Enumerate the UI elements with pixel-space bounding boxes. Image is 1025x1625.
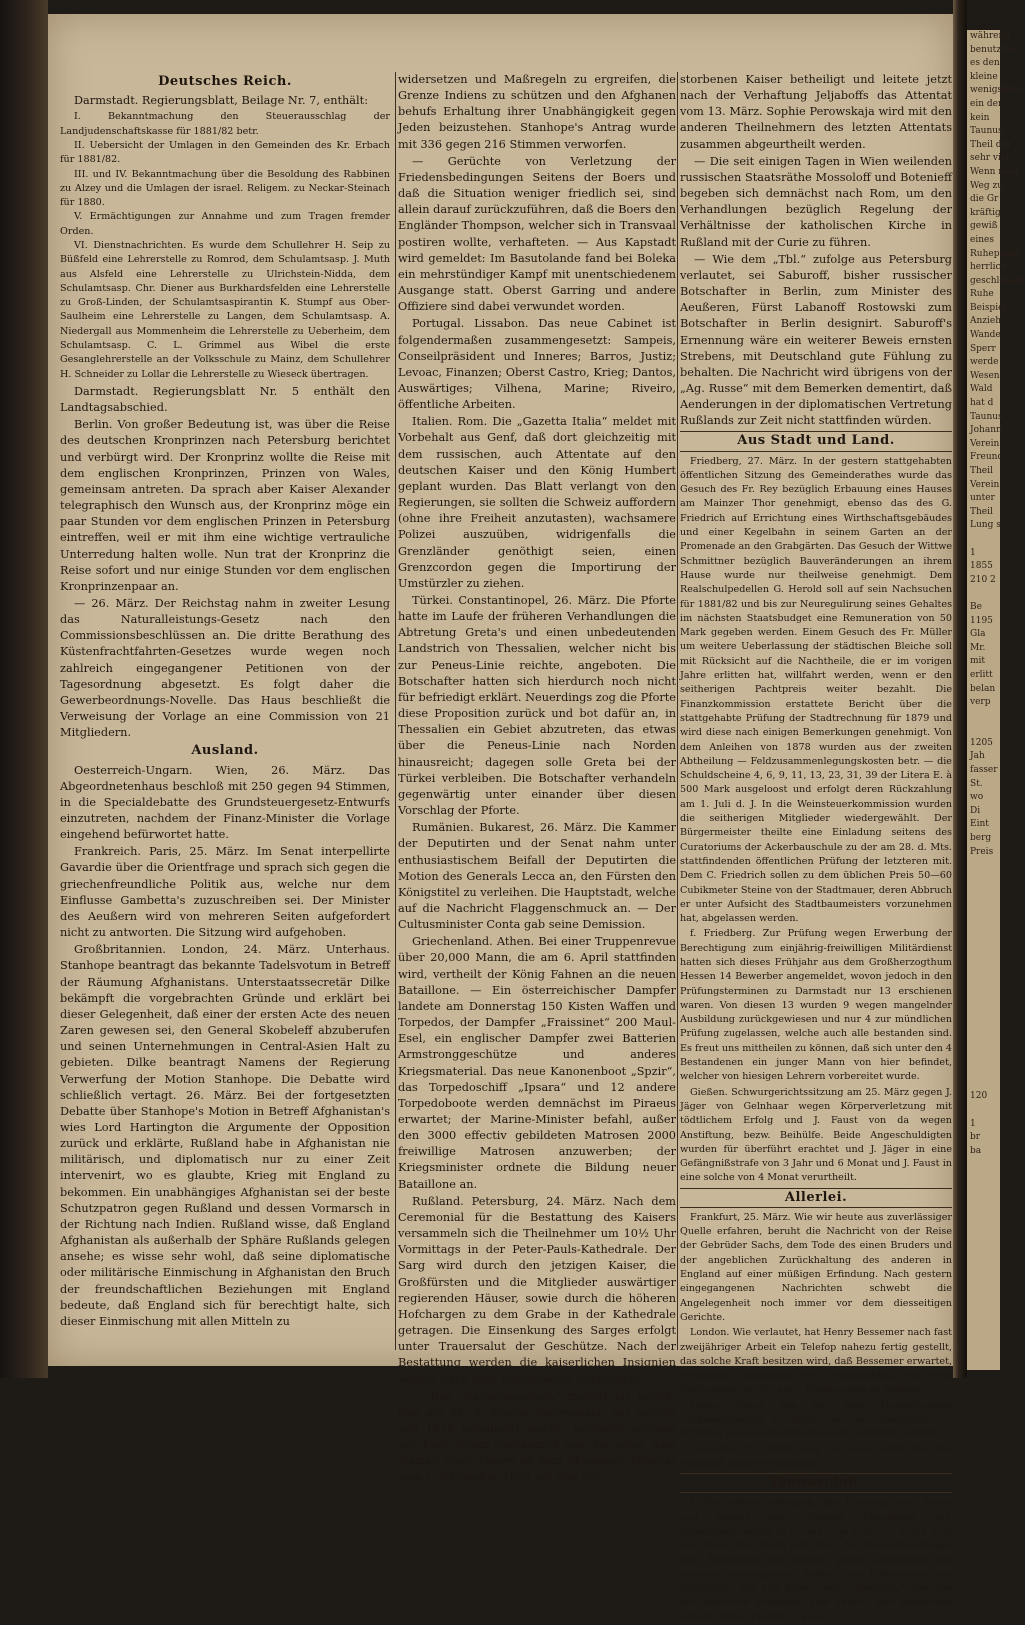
- side-fragment: unter: [970, 493, 995, 504]
- side-fragment: fasser: [970, 765, 998, 776]
- side-fragment: [967, 995, 1000, 1009]
- article-tuerkei: Türkei. Constantinopel, 26. März. Die Pforte hatte im Laufe der früheren Verhandlungen die Abtretung Greta's und einen unbedeutenden Landstrich von Thessalien, welcher nicht bis zur Peneus-Linie reichte, angeboten. Die Botschafter hatten sich hierdurch noch nicht für befriedigt erklärt. Neuerdings zog die Pforte diese Proposition zurück und bot dafür an, in Thessalien ein Gebiet abzutreten, das etwas über die Peneus-Linie nach Norden hinausreicht; dagegen solle Greta bei der Türkei verbleiben. Die Botschafter verhandeln gegenwärtig unter einander über diesen Vorschlag der Pforte.: [398, 594, 676, 818]
- article-grossbritannien: Großbritannien. London, 24. März. Unterhaus. Stanhope beantragt das bekannte Tadelsvotum in Betreff der Räumung Afghanistans. Unterstaatssecretär Dilke bekämpft die vorgebrachten Gründe und erklärt bei dieser Gelegenheit, daß einer der ersten Acte des neuen Zaren gewesen sei, den General Skobeleff abzuberufen und seinen Unternehmungen in Central-Asien Halt zu gebieten. Dilke beantragt Namens der Regierung Verwerfung der Motion Stanhope. Die Debatte wird schließlich vertagt. 26. März. Bei der fortgesetzten Debatte über Stanhope's Motion in Betreff Afghanistan's wies Lord Hartington die Argumente der Opposition zurück und erklärte, Rußland habe in Afghanistan nie militärisch, und diplomatisch nur zu einer Zeit intervenirt, wo es glaubte, Krieg mit England zu bekommen. Ein unabhängiges Afghanistan sei der beste Schutzpatron gegen Rußland und dessen Vormarsch in der Richtung nach Indien. Rußland wisse, daß England Afghanistan als außerhalb der Sphäre Rußlands gelegen ansehe; es wisse sehr wohl, daß seine diplomatische oder militärische Einmischung in Afghanistan den Bruch der freundschaftlichen Beziehungen mit England bedeute, daß England sich für berechtigt halte, sich dieser Einmischung mit allen Mitteln zu: [60, 943, 390, 1328]
- article-continuation: storbenen Kaiser betheiligt und leitete jetzt nach der Verhaftung Jeljaboffs das Attentat vom 13. März. Sophie Perowskaja wird mit den anderen Theilnehmern des letzten Attentats zusammen abgeurtheilt werden.: [680, 73, 952, 151]
- side-fragment: [967, 1104, 1000, 1118]
- side-fragment: [967, 873, 1000, 887]
- side-fragment: Gla: [970, 629, 986, 640]
- side-fragment: Jah: [970, 751, 985, 762]
- list-item: I. Bekanntmachung den Steuerausschlag der Landjudenschaftskasse für 1881/82 betr.: [60, 111, 390, 137]
- side-fragment: [967, 533, 1000, 547]
- side-fragment: [967, 1036, 1000, 1050]
- column-rule-1: [395, 72, 396, 1350]
- article-italien: Italien. Rom. Die „Gazetta Italia“ meldet mit Vorbehalt aus Genf, daß dort gleichzeitig mit dem russischen, auch Attentate auf den deutschen Kaiser und den König Humbert geplant wurden. Das Blatt verlangt von den Regierungen, sie sollten die Schweiz auffordern (ohne ihre Freiheit anzutasten), wachsamere Polizei auszuüben, widrigenfalls die Grenzländer genöthigt seien, einen Grenzcordon gegen die Importirung der Umstürzler zu ziehen.: [398, 415, 676, 590]
- side-fragment: Wesen: [970, 370, 1000, 381]
- article-friedberg-pruefung: f. Friedberg. Zur Prüfung wegen Erwerbung der Berechtigung zum einjährig-freiwilligen Militärdienst hatten sich dieses Frühjahr aus dem Großherzogthum Hessen 14 Bewerber angemeldet, wovon jedoch in den Prüfungsterminen zu Darmstadt nur 13 erschienen waren. Von diesen 13 wurden 9 wegen mangelnder Ausbildung zurückgewiesen und nur 4 zur mündlichen Prüfung zugelassen, welche auch alle bestanden sind. Es freut uns mittheilen zu können, daß sich unter den 4 Bestandenen ein junger Mann von hier befindet, welcher von hiesigen Lehrern vorbereitet wurde.: [680, 928, 952, 1083]
- list-item: III. und IV. Bekanntmachung über die Besoldung des Rabbinen zu Alzey und die Umlagen der israel. Religem. zu Neckar-Steinach für 1880.: [60, 168, 390, 209]
- article-darmstadt-regierungsblatt: Darmstadt. Regierungsblatt, Beilage Nr. 7, enthält:: [74, 94, 368, 108]
- article-rumaenien: Rumänien. Bukarest, 26. März. Die Kammer der Deputirten und der Senat nahm unter enthusiastischem Beifall der Deputirten die Motion des Generals Lecca an, den Fürsten den Königstitel zu verleihen. Die Hauptstadt, welche auf die Nachricht Flaggenschmuck an. — Der Cultusminister Conta gab seine Demission.: [398, 821, 676, 932]
- side-fragment: [967, 859, 1000, 873]
- side-fragment: berg: [970, 833, 992, 844]
- side-fragment: kräftig: [970, 207, 1001, 218]
- side-fragment: Preis: [970, 846, 994, 857]
- article-berlin-kronprinz: Berlin. Von großer Bedeutung ist, was über die Reise des deutschen Kronprinzen nach Petersburg berichtet und verbürgt wird. Der Kronprinz wollte die Reise mit dem englischen Kronprinzen, Prinzen von Wales, gemeinsam antreten. Da sprach aber Kaiser Alexander telegraphisch den Wunsch aus, der Kronprinz möge ein paar Stunden vor dem englischen Prinzen in Petersburg eintreffen, weil er mit ihm eine wichtige vertrauliche Unterredung halten wolle. Nun trat der Kronprinz die Reise sofort und nur einige Stunden vor dem englischen Kronprinzenpaar an.: [60, 418, 390, 593]
- side-fragment: [967, 1050, 1000, 1064]
- side-fragment: [967, 914, 1000, 928]
- side-fragment: erlitt: [970, 669, 993, 680]
- side-fragment: Ruhe: [970, 289, 994, 300]
- article-darmstadt-landtag: Darmstadt. Regierungsblatt Nr. 5 enthält den Landtagsabschied.: [60, 384, 390, 415]
- list-item: II. Uebersicht der Umlagen in den Gemeinden des Kr. Erbach für 1881/82.: [60, 139, 390, 166]
- article-taunusclub: F. Die schöne Jahreszeit, der Frühling, naht heran und fordert den rüstigen Fußgänger auf, hinauszuschweifen in Gottes freie Natur — durch Feld und Wald, über Berg und Thal. Als Hauptanziehungs- und Zielpunkte des Taunus gelten gewöhnlich die schönen romantischen Ruinen von Falkenstein und Königstein, das alte Römercastel „Saalburg“ oder gar der stattliche Feldberg. Der Tourist par excellence erreicht diese Punkte zu Fuß,: [680, 1497, 952, 1623]
- side-fragment: Theil der: [970, 139, 1012, 150]
- side-fragment: es den: [970, 58, 1000, 69]
- side-fragment: Taunus: [970, 411, 1003, 422]
- side-fragment: br: [970, 1132, 981, 1143]
- heading-ausland: Ausland.: [191, 743, 259, 759]
- side-fragment: [967, 927, 1000, 941]
- side-fragment: 210 2: [970, 574, 996, 585]
- column-1: [60, 72, 390, 1350]
- side-fragment: Johann: [970, 425, 1002, 436]
- section-allerlei: [680, 1211, 952, 1471]
- side-fragment: die Gr: [970, 194, 999, 205]
- heading-aus-stadt-und-land: Aus Stadt und Land.: [680, 431, 952, 451]
- side-fragment: 1855: [970, 561, 993, 572]
- article-frankreich: Frankreich. Paris, 25. März. Im Senat interpellirte Gavardie über die Orientfrage und sprach sich gegen die griechenfreundliche Politik aus, welche nur dem Einflusse Gambetta's zuzuschreiben sei. Der Minister des Aeußern wird von mehreren Seiten aufgefordert nicht zu antworten. Die Sitzung wird aufgehoben.: [60, 845, 390, 940]
- side-fragment: wo: [970, 792, 984, 803]
- side-fragment: Freund: [970, 452, 1004, 463]
- article-london: London. Wie verlautet, hat Henry Bessemer nach fast zweijähriger Arbeit ein Telefop nahezu fertig gestellt, das solche Kraft besitzen wird, daß Bessemer erwartet, vermittelst desselben ein Zeitungsblatt auf eine Entfernung von 3½ engl. Meilen lesen zu können.: [680, 1327, 952, 1396]
- side-fragment: [967, 982, 1000, 996]
- article-portugal: Portugal. Lissabon. Das neue Cabinet ist folgendermaßen zusammengesetzt: Sampeis, Conseilpräsident und Inneres; Barros, Justiz; Levoac, Finanzen; Oberst Castro, Krieg; Dantos, Auswärtiges; Vilhena, Marine; Riveiro, öffentliche Arbeiten.: [398, 317, 676, 412]
- article-regierungsbote: — Der „Regierungsbote“ meldet als gewiß, daß am 22. d. Sophie Perowskaja, auf welche seit 1878 gefahndet wurde, verhaftet worden sei. Laut ihrem Geständniß war sie unter dem Namen Suchorukow an dem Moskauer Attentat vom 1. December 1879 auf den ver-: [398, 1389, 676, 1484]
- column-rule-2: [677, 72, 678, 1350]
- side-fragment: [967, 900, 1000, 914]
- side-fragment: sehr viel: [970, 153, 1010, 164]
- side-fragment: Wande: [970, 330, 1001, 341]
- article-continuation: widersetzen und Maßregeln zu ergreifen, die Grenze Indiens zu schützen und den Afghanen behufs Erhaltung ihrer Unabhängigkeit gegen Jeden beizustehen. Stanhope's Antrag wurde mit 336 gegen 216 Stimmen verworfen.: [398, 73, 676, 151]
- side-fragment: währenb: [970, 31, 1011, 41]
- side-fragment: Wald: [970, 384, 993, 395]
- side-fragment: werde: [970, 357, 999, 368]
- side-fragment: ein den: [970, 98, 1004, 109]
- newspaper-page: [48, 14, 953, 1623]
- side-fragment: wenigstens: [970, 85, 1022, 96]
- side-fragment: benutzten: [970, 44, 1016, 55]
- side-fragment: 1195: [970, 615, 993, 626]
- side-fragment: Anzieh: [970, 316, 1002, 327]
- side-fragment: Eint: [970, 819, 989, 830]
- article-frankfurt: Frankfurt, 25. März. Wie wir heute aus zuverlässiger Quelle erfahren, beruht die Nachricht von der Reise der Gebrüder Sachs, dem Tode des einen Bruders und der angeblichen Zurückhaltung des anderen in England auf einer müßigen Erfindung. Nach gestern eingegangenen Nachrichten schwebt die Angelegenheit noch immer vor dem diesseitigen Gerichte.: [680, 1211, 952, 1323]
- article-reichstag: — 26. März. Der Reichstag nahm in zweiter Lesung das Naturalleistungs-Gesetz nach den Commissionsbeschlüssen an. Die dritte Berathung des Küstenfrachtfahrten-Gesetzes wurde wegen noch zahlreich eingegangener Petitionen von der Tagesordnung abgesetzt. Es folgt daher die Gewerbeordnungs-Novelle. Das Haus beschließt die Verweisung der Vorlage an eine Commission von 21 Mitgliedern.: [60, 596, 390, 740]
- side-fragment: mit: [970, 656, 986, 667]
- side-fragment: kein: [970, 112, 990, 123]
- side-fragment: [967, 1063, 1000, 1077]
- side-fragment: geschlossen: [970, 275, 1025, 286]
- side-fragment: [967, 1009, 1000, 1023]
- heading-deutsches-reich: Deutsches Reich.: [158, 74, 292, 89]
- article-giessen: Gießen. Schwurgerichtssitzung am 25. März gegen J. Jäger von Gelnhaar wegen Körperverletzung mit tödtlichem Erfolg und J. Faust von da wegen Anstiftung, bezw. Beihülfe. Beide Angeschuldigten wurden für überführt erachtet und J. Jäger in eine Gefängnißstrafe von 3 Jahr und 6 Monat und J. Faust in eine solche von 4 Monat verurtheilt.: [680, 1086, 952, 1184]
- side-fragment: 1205: [970, 737, 993, 748]
- side-fragment: [967, 587, 1000, 601]
- article-boers: — Gerüchte von Verletzung der Friedensbedingungen Seitens der Boers und daß die Situation weniger friedlich sei, sind allein darauf zurückzuführen, daß die Boers den Engländer Thompson, welcher sich in Transvaal postiren wollte, verhafteten. — Aus Kapstadt wird gemeldet: Im Basutolande fand bei Boleka ein mehrstündiger Kampf mit unentschiedenem Ausgange statt. Oberst Garring und andere Offiziere sind dabei verwundet worden.: [398, 154, 676, 314]
- side-fragment: [967, 941, 1000, 955]
- side-fragment: 1: [970, 1118, 976, 1129]
- column-2: [398, 72, 676, 1484]
- side-fragment: Theil: [970, 506, 993, 517]
- side-fragment: [967, 723, 1000, 737]
- section-taunusclub: [680, 1496, 952, 1625]
- side-fragment: St.: [970, 778, 983, 789]
- side-fragment: gewiß: [970, 221, 998, 232]
- side-fragment: Weg zu: [970, 180, 1004, 191]
- side-fragment: Wenn man: [970, 166, 1018, 177]
- article-wien-staatsraethe: — Die seit einigen Tagen in Wien weilenden russischen Staatsräthe Mossoloff und Botenieff begeben sich demnächst nach Rom, um den Verhandlungen bezüglich Regelung der Verhältnisse der katholischen Kirche in Rußland mit der Curie zu führen.: [680, 154, 952, 249]
- side-fragment: kleine: [970, 71, 998, 82]
- side-fragment: Be: [970, 601, 982, 612]
- side-fragment: Di: [970, 805, 981, 816]
- side-fragment: hat d: [970, 398, 994, 409]
- section-stadt-und-land: [680, 455, 952, 1186]
- article-saburoff: — Wie dem „Tbl.“ zufolge aus Petersburg verlautet, sei Saburoff, bisher russischer Botschafter in Berlin, zum Minister des Aeußeren, Fürst Labanoff Rostowski zum Botschafter in Berlin designirt. Saburoff's Ernennung wäre ein weiterer Beweis ernsten Strebens, mit Deutschland gute Fühlung zu behalten. Die Nachricht wird übrigens von der „Ag. Russe“ mit dem Bemerken dementirt, daß Aenderungen in der diplomatischen Vertretung Rußlands zur Zeit nicht stattfinden würden.: [680, 252, 952, 428]
- article-friedberg-gemeinderath: Friedberg, 27. März. In der gestern stattgehabten öffentlichen Sitzung des Gemeinderathes wurde das Gesuch des Fr. Rey bezüglich Erbauung eines Hauses am Mainzer Thor genehmigt, ebenso das des G. Friedrich auf Errichtung eines Wirthschaftsgebäudes und einer Kegelbahn in seinem Garten an der Promenade an den Grabgärten. Das Gesuch der Wittwe Schmittner bezüglich Bauveränderungen an ihrem Hause wurde nur theilweise genehmigt. Dem Realschulpedellen G. Herold soll auf sein Nachsuchen für 1881/82 und bis zur Neuregulirung seines Gehaltes im nächsten Staatsbudget eine Remuneration von 50 Mark gegeben werden. Einem Gesuch des Fr. Müller um weitere Ueberlassung der städtischen Bleiche soll mit Rücksicht auf die Nachtheile, die er im vorigen Jahre erlitten hat, willfahrt werden, wenn er den seitherigen Pachtpreis weiter bezahlt. Die Finanzkommission erstattete Bericht über die stattgehabte Prüfung der Stadtrechnung für 1879 und wird diese nach einigen Bemerkungen genehmigt. Von dem Anleihen von 1878 wurden aus der zweiten Abtheilung — Feldzusammenlegungskosten betr. — die Schuldscheine 4, 6, 9, 11, 13, 23, 31, 39 der Litera E. à 500 Mark ausgeloost und erfolgt deren Rückzahlung am 1. Juli d. J. In die Weinsteuerkommission wurden die seitherigen Mitglieder wiedergewählt. Der Bürgermeister theilte eine Einladung seitens des Curatoriums der Ackerbauschule zu der am 28. d. Mts. stattfindenden öffentlichen Prüfung der letzteren mit. Dem C. Friedrich sollen zu dem üblichen Preis 50—60 Cubikmeter Steine von der Stadtmauer, deren Abbruch er unter Aufsicht des Stadtbaumeisters vorzunehmen hat, abgelassen werden.: [680, 455, 952, 925]
- article-oesterreich: Oesterreich-Ungarn. Wien, 26. März. Das Abgeordnetenhaus beschloß mit 250 gegen 94 Stimmen, in die Specialdebatte des Grundsteuergesetz-Entwurfs einzutreten, nachdem der Finanz-Minister die Vorlage eingehend befürwortet hatte.: [60, 763, 390, 842]
- book-gutter: [953, 0, 967, 1378]
- article-russland: Rußland. Petersburg, 24. März. Nach dem Ceremonial für die Bestattung des Kaisers versammeln sich die Theilnehmer um 10½ Uhr Vormittags in der Peter-Pauls-Kathedrale. Der Sarg wird durch den jetzigen Kaiser, die Großfürsten und die Mitglieder auswärtiger regierenden Häuser, sowie durch die höheren Hofchargen zu dem Grabe in der Kathedrale getragen. Die Einsenkung des Sarges erfolgt unter Trauersalut der Geschütze. Nach der Bestattung werden die kaiserlichen Insignien wieder nach dem Winterpalais überbracht.: [398, 1194, 676, 1386]
- side-fragment: [967, 886, 1000, 900]
- column-3: [680, 72, 952, 1623]
- side-fragment: [967, 1077, 1000, 1091]
- side-fragment: [967, 710, 1000, 724]
- side-fragment: Taunus: [970, 126, 1003, 137]
- side-fragment: Beispiel: [970, 302, 1007, 313]
- side-fragment: [967, 954, 1000, 968]
- side-fragment: 120: [970, 1091, 988, 1102]
- side-fragment: Sperr: [970, 343, 996, 354]
- side-fragment: Lung s: [970, 520, 1001, 531]
- side-fragment: Ruhepunkt: [970, 248, 1021, 259]
- side-fragment: [967, 1022, 1000, 1036]
- side-fragment: Mr.: [970, 642, 986, 653]
- list-item: VI. Dienstnachrichten. Es wurde dem Schullehrer H. Seip zu Büßfeld eine Lehrerstelle zu Romrod, dem Schulamtsasp. J. Muth aus Alsfeld eine Lehrerstelle zu Ulrichstein-Nidda, dem Schulamtsasp. Chr. Diener aus Burkhardsfelden eine Lehrerstelle zu Groß-Linden, der Schulamtsaspirantin K. Stumpf aus Ober-Saulheim eine Lehrerstelle zu Langen, dem Schulamtsasp. A. Niedergall aus Mommenheim die Lehrerstelle zu Ueberheim, dem Schulamtsasp. C. L. Grimmel aus Wibel die erste Gesanglehrerstelle an der Volksschule zu Mainz, dem Schullehrer H. Schneider zu Lollar die Lehrerstelle zu Wieseck übertragen.: [60, 239, 390, 380]
- regierungsblatt-contents-list: [60, 110, 390, 382]
- side-fragment: Theil: [970, 466, 993, 476]
- heading-taunusclub: Taunusclub.: [680, 1473, 952, 1493]
- side-fragment: belan: [970, 683, 996, 694]
- side-fragment: Verein: [970, 479, 1000, 490]
- side-fragment: 1: [970, 547, 976, 558]
- article-nizza: Nizza. Unter den bei dem Theaterbrande Umgekommenen ist bisher nur ein Deutscher Dr. Schilling aus Neustadt-Eberswalde, ermittelt worden.: [680, 1399, 952, 1440]
- side-fragment: ba: [970, 1145, 982, 1156]
- book-edge: [0, 0, 48, 1378]
- article-griechenland: Griechenland. Athen. Bei einer Truppenrevue über 20,000 Mann, die am 6. April stattfinden wird, vertheilt der König Fahnen an die neuen Bataillone. — Ein österreichischer Dampfer landete am Donnerstag 150 Kisten Waffen und Torpedos, der Dampfer „Fraissinet“ 200 Maul-Esel, ein englischer Dampfer zwei Batterien Armstronggeschütze und anderes Kriegsmaterial. Das neue Kanonenboot „Spzir“, das Torpedoschiff „Ipsara“ und 12 andere Torpedoboote werden demnächst im Piraeus erwartet; der Marine-Minister befahl, außer den 3000 effectiv gebildeten Matrosen 2000 freiwillige Matrosen anzuwerben; der Kriegsminister ordnete die Bildung neuer Bataillone an.: [398, 935, 676, 1191]
- side-fragment: [967, 968, 1000, 982]
- article-newyork: Newyork, 25. März. Aus St. Louis wird der Tod Friedrich Hecker's gemeldet.: [680, 1443, 952, 1469]
- heading-allerlei: Allerlei.: [680, 1188, 952, 1208]
- side-fragment: herrlich: [970, 262, 1007, 273]
- side-fragment: verp: [970, 697, 991, 708]
- side-fragment: eines: [970, 234, 994, 245]
- list-item: V. Ermächtigungen zur Annahme und zum Tragen fremder Orden.: [60, 211, 390, 237]
- adjacent-page-fragment: [967, 30, 1025, 1370]
- side-fragment: Verein: [970, 438, 1000, 449]
